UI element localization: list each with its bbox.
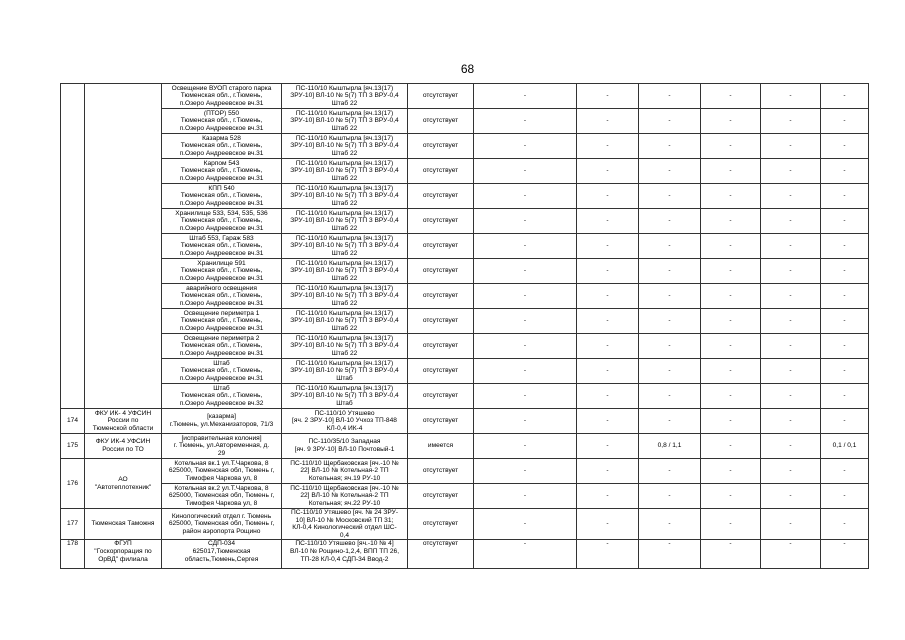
row-number-cell: 175 [61, 434, 85, 459]
status-cell: отсутствует [408, 284, 474, 309]
value-cell: - [577, 484, 639, 509]
value-cell: - [701, 209, 761, 234]
value-cell: - [577, 309, 639, 334]
value-cell: - [701, 484, 761, 509]
value-cell: - [577, 134, 639, 159]
substation-line-cell: ПС-110/10 Кыштырла [яч.13(17) ЗРУ-10] ВЛ-10 № 5(7) ТП 3 ВРУ-0,4 Штаб 22 [282, 259, 408, 284]
table-row [61, 159, 902, 184]
value-cell: - [761, 484, 821, 509]
value-cell: - [701, 309, 761, 334]
value-cell: - [474, 109, 577, 134]
value-cell: - [761, 434, 821, 459]
substation-line-cell: ПС-110/10 Кыштырла [яч.13(17) ЗРУ-10] ВЛ-10 № 5(7) ТП 3 ВРУ-0,4 Штаб 22 [282, 284, 408, 309]
value-cell: - [577, 259, 639, 284]
value-cell: - [474, 134, 577, 159]
status-cell: отсутствует [408, 184, 474, 209]
value-cell: - [639, 184, 701, 209]
page-number: 68 [460, 62, 475, 76]
status-cell: отсутствует [408, 159, 474, 184]
object-address-cell: Освещение периметра 2 Тюменская обл., г.Тюмень, п.Озеро Андреевское вч.31 [162, 334, 282, 359]
value-cell: - [474, 184, 577, 209]
value-cell: - [474, 509, 577, 540]
value-cell: - [639, 134, 701, 159]
value-cell: - [701, 359, 761, 384]
organization-cell [85, 84, 162, 409]
value-cell: - [474, 359, 577, 384]
substation-line-cell: ПС-110/10 Утяшево [яч. № 24 ЗРУ- 10] ВЛ-10 № Московский ТП 31; КЛ-0,4 Кинологический отдел ШС- 0,4 [282, 509, 408, 540]
value-cell: - [577, 509, 639, 540]
status-cell: отсутствует [408, 109, 474, 134]
value-cell: - [474, 284, 577, 309]
value-cell: - [639, 384, 701, 409]
status-cell: отсутствует [408, 484, 474, 509]
row-number-cell: 174 [61, 409, 85, 434]
table-row [61, 234, 902, 259]
value-cell: - [761, 384, 821, 409]
object-address-cell: [казарма] г.Тюмень, ул.Механизаторов, 71/3 [162, 409, 282, 434]
value-cell: - [761, 184, 821, 209]
substation-line-cell: ПС-110/10 Щербаковская [яч.-10 № 22] ВЛ-10 № Котельная-2 ТП Котельная; яч.22 РУ-10 [282, 484, 408, 509]
value-cell: - [761, 84, 821, 109]
object-address-cell: Штаб Тюменская обл., г.Тюмень, п.Озеро Андреевское вч.32 [162, 384, 282, 409]
value-cell: - [701, 409, 761, 434]
object-address-cell: КПП 540 Тюменская обл., г.Тюмень, п.Озеро Андреевское вч.31 [162, 184, 282, 209]
status-cell: отсутствует [408, 359, 474, 384]
value-cell: - [577, 209, 639, 234]
substation-line-cell: ПС-110/10 Кыштырла [яч.13(17) ЗРУ-10] ВЛ-10 № 5(7) ТП 3 ВРУ-0,4 Штаб 22 [282, 84, 408, 109]
status-cell: отсутствует [408, 84, 474, 109]
value-cell: - [761, 334, 821, 359]
value-cell: - [701, 134, 761, 159]
object-address-cell: СДП-034 625017,Тюменская область,Тюмень,Сергея [162, 540, 282, 569]
value-cell: - [639, 459, 701, 484]
value-cell: - [701, 284, 761, 309]
table-row [61, 309, 902, 334]
value-cell: - [474, 409, 577, 434]
substation-line-cell: ПС-110/10 Кыштырла [яч.13(17) ЗРУ-10] ВЛ-10 № 5(7) ТП 3 ВРУ-0,4 Штаб 22 [282, 159, 408, 184]
value-cell: - [761, 284, 821, 309]
table-body [61, 84, 902, 569]
organization-cell: АО "Автотеплотехник" [85, 459, 162, 509]
value-cell: - [639, 509, 701, 540]
value-cell: 0,8 / 1,1 [639, 434, 701, 459]
substation-line-cell: ПС-110/10 Щербаковская [яч.-10 № 22] ВЛ-10 № Котельная-2 ТП Котельная; яч.19 РУ-10 [282, 459, 408, 484]
value-cell: - [761, 509, 821, 540]
value-cell: - [639, 159, 701, 184]
object-address-cell: Хранилище 533, 534, 535, 536 Тюменская обл., г.Тюмень, п.Озеро Андреевское вч.31 [162, 209, 282, 234]
value-cell: - [701, 509, 761, 540]
value-cell: - [821, 509, 869, 540]
table-row [61, 459, 902, 484]
value-cell: - [577, 434, 639, 459]
status-cell: имеется [408, 434, 474, 459]
table-row [61, 334, 902, 359]
organization-cell: ФКУ ИК-4 УФСИН России по ТО [85, 434, 162, 459]
value-cell: - [761, 309, 821, 334]
value-cell: - [639, 234, 701, 259]
object-address-cell: Освещение периметра 1 Тюменская обл., г.Тюмень, п.Озеро Андреевское вч.31 [162, 309, 282, 334]
object-address-cell: Котельная вк.2 ул.Т.Чаркова, 8 625000, Тюменская обл, Тюмень г, Тимофея Чаркова ул, 8 [162, 484, 282, 509]
value-cell: - [821, 234, 869, 259]
status-cell: отсутствует [408, 209, 474, 234]
substation-line-cell: ПС-110/10 Утяшево [яч.-10 № 4] ВЛ-10 № Рощино-1,2,4, ВПП ТП 26, ТП-28 КЛ-0,4 СДП-34 Ввод-2 [282, 540, 408, 569]
table-row [61, 209, 902, 234]
object-address-cell: Кинологический отдел г. Тюмень 625000, Тюменская обл, Тюмень г, район аэропорта Рощино [162, 509, 282, 540]
status-cell: отсутствует [408, 509, 474, 540]
value-cell: - [821, 159, 869, 184]
value-cell: - [701, 334, 761, 359]
value-cell: - [577, 109, 639, 134]
table-row [61, 384, 902, 409]
status-cell: отсутствует [408, 234, 474, 259]
object-address-cell: Котельная вк.1 ул.Т.Чаркова, 8 625000, Тюменская обл, Тюмень г, Тимофея Чаркова ул, 8 [162, 459, 282, 484]
value-cell: - [577, 184, 639, 209]
value-cell: - [701, 434, 761, 459]
value-cell: - [761, 359, 821, 384]
substation-line-cell: ПС-110/10 Кыштырла [яч.13(17) ЗРУ-10] ВЛ-10 № 5(7) ТП 3 ВРУ-0,4 Штаб [282, 359, 408, 384]
table-row [61, 259, 902, 284]
value-cell: - [821, 84, 869, 109]
value-cell: - [701, 184, 761, 209]
table-row [61, 284, 902, 309]
value-cell: - [474, 540, 577, 569]
value-cell: - [474, 384, 577, 409]
value-cell: - [474, 234, 577, 259]
substation-line-cell: ПС-110/10 Кыштырла [яч.13(17) ЗРУ-10] ВЛ-10 № 5(7) ТП 3 ВРУ-0,4 Штаб 22 [282, 109, 408, 134]
value-cell: - [821, 309, 869, 334]
table-row [61, 134, 902, 159]
value-cell: - [821, 334, 869, 359]
value-cell: - [577, 234, 639, 259]
value-cell: - [639, 409, 701, 434]
value-cell: - [821, 184, 869, 209]
status-cell: отсутствует [408, 309, 474, 334]
value-cell: - [639, 109, 701, 134]
status-cell: отсутствует [408, 384, 474, 409]
value-cell: - [821, 259, 869, 284]
value-cell: - [701, 234, 761, 259]
table-row [61, 540, 902, 569]
value-cell: - [761, 540, 821, 569]
substation-line-cell: ПС-110/10 Кыштырла [яч.13(17) ЗРУ-10] ВЛ-10 № 5(7) ТП 3 ВРУ-0,4 Штаб 22 [282, 234, 408, 259]
value-cell: - [577, 540, 639, 569]
table-row [61, 484, 902, 509]
object-address-cell: Карпом 543 Тюменская обл., г.Тюмень, п.Озеро Андреевское вч.31 [162, 159, 282, 184]
value-cell: - [821, 409, 869, 434]
value-cell: - [474, 459, 577, 484]
value-cell: - [821, 384, 869, 409]
status-cell: отсутствует [408, 334, 474, 359]
row-number-cell: 177 [61, 509, 85, 540]
value-cell: - [701, 540, 761, 569]
value-cell: - [474, 159, 577, 184]
value-cell: - [821, 109, 869, 134]
table-row [61, 434, 902, 459]
value-cell: - [577, 384, 639, 409]
object-address-cell: Казарма 528 Тюменская обл., г.Тюмень, п.Озеро Андреевское вч.31 [162, 134, 282, 159]
value-cell: - [474, 209, 577, 234]
table-row [61, 184, 902, 209]
substation-line-cell: ПС-110/10 Кыштырла [яч.13(17) ЗРУ-10] ВЛ-10 № 5(7) ТП 3 ВРУ-0,4 Штаб [282, 384, 408, 409]
row-number-cell [61, 84, 85, 409]
table-row [61, 109, 902, 134]
status-cell: отсутствует [408, 134, 474, 159]
value-cell: - [761, 209, 821, 234]
value-cell: - [474, 259, 577, 284]
value-cell: - [761, 409, 821, 434]
value-cell: - [639, 359, 701, 384]
value-cell: - [761, 234, 821, 259]
value-cell: - [821, 209, 869, 234]
value-cell: - [577, 284, 639, 309]
object-address-cell: Штаб 553, Гараж 583 Тюменская обл., г.Тюмень, п.Озеро Андреевское вч.31 [162, 234, 282, 259]
value-cell: - [474, 84, 577, 109]
status-cell: отсутствует [408, 409, 474, 434]
value-cell: - [577, 84, 639, 109]
object-address-cell: [исправительная колония] г. Тюмень, ул.Автоременная, д. 29 [162, 434, 282, 459]
organization-cell: ФКУ ИК- 4 УФСИН России по Тюменской области [85, 409, 162, 434]
substation-line-cell: ПС-110/35/10 Западная [яч. 9 ЗРУ-10] ВЛ-10 Почтовый-1 [282, 434, 408, 459]
substation-line-cell: ПС-110/10 Кыштырла [яч.13(17) ЗРУ-10] ВЛ-10 № 5(7) ТП 3 ВРУ-0,4 Штаб 22 [282, 309, 408, 334]
value-cell: - [639, 209, 701, 234]
capacity-table [60, 83, 902, 569]
value-cell: - [761, 259, 821, 284]
substation-line-cell: ПС-110/10 Кыштырла [яч.13(17) ЗРУ-10] ВЛ-10 № 5(7) ТП 3 ВРУ-0,4 Штаб 22 [282, 334, 408, 359]
object-address-cell: (ПТОР) 550 Тюменская обл., г.Тюмень, п.Озеро Андреевское вч.31 [162, 109, 282, 134]
value-cell: - [639, 84, 701, 109]
substation-line-cell: ПС-110/10 Утяшево [яч. 2 ЗРУ-10] ВЛ-10 Учхоз ТП-848 КЛ-0,4 ИК-4 [282, 409, 408, 434]
row-number-cell: 176 [61, 459, 85, 509]
value-cell: - [639, 484, 701, 509]
status-cell: отсутствует [408, 459, 474, 484]
value-cell: - [761, 134, 821, 159]
value-cell: - [474, 484, 577, 509]
value-cell: - [701, 159, 761, 184]
value-cell: - [821, 459, 869, 484]
value-cell: - [761, 459, 821, 484]
status-cell: отсутствует [408, 259, 474, 284]
row-number-cell: 178 [61, 540, 85, 569]
value-cell: - [701, 459, 761, 484]
value-cell: - [577, 359, 639, 384]
value-cell: - [701, 259, 761, 284]
value-cell: - [577, 459, 639, 484]
object-address-cell: Хранилище 591 Тюменская обл., г.Тюмень, п.Озеро Андреевское вч.31 [162, 259, 282, 284]
value-cell: - [577, 409, 639, 434]
substation-line-cell: ПС-110/10 Кыштырла [яч.13(17) ЗРУ-10] ВЛ-10 № 5(7) ТП 3 ВРУ-0,4 Штаб 22 [282, 209, 408, 234]
substation-line-cell: ПС-110/10 Кыштырла [яч.13(17) ЗРУ-10] ВЛ-10 № 5(7) ТП 3 ВРУ-0,4 Штаб 22 [282, 184, 408, 209]
value-cell: - [821, 359, 869, 384]
value-cell: - [639, 334, 701, 359]
object-address-cell: Штаб Тюменская обл., г.Тюмень, п.Озеро Андреевское вч.31 [162, 359, 282, 384]
organization-cell: ФГУП "Госкорпорация по ОрВД" филиала [85, 540, 162, 569]
value-cell: - [761, 109, 821, 134]
value-cell: - [639, 309, 701, 334]
value-cell: - [639, 284, 701, 309]
value-cell: - [639, 259, 701, 284]
value-cell: - [701, 384, 761, 409]
table-row [61, 509, 902, 540]
value-cell: - [821, 134, 869, 159]
value-cell: - [821, 484, 869, 509]
value-cell: - [474, 309, 577, 334]
value-cell: 0,1 / 0,1 [821, 434, 869, 459]
value-cell: - [701, 84, 761, 109]
value-cell: - [821, 540, 869, 569]
value-cell: - [821, 284, 869, 309]
table-row [61, 409, 902, 434]
value-cell: - [474, 434, 577, 459]
table-row [61, 84, 902, 109]
value-cell: - [701, 109, 761, 134]
value-cell: - [577, 334, 639, 359]
status-cell: отсутствует [408, 540, 474, 569]
object-address-cell: аварийного освещения Тюменская обл., г.Тюмень, п.Озеро Андреевское вч.31 [162, 284, 282, 309]
substation-line-cell: ПС-110/10 Кыштырла [яч.13(17) ЗРУ-10] ВЛ-10 № 5(7) ТП 3 ВРУ-0,4 Штаб 22 [282, 134, 408, 159]
value-cell: - [474, 334, 577, 359]
organization-cell: Тюменская Таможня [85, 509, 162, 540]
value-cell: - [761, 159, 821, 184]
object-address-cell: Освещение ВУОП старого парка Тюменская обл., г.Тюмень, п.Озеро Андреевское вч.31 [162, 84, 282, 109]
value-cell: - [577, 159, 639, 184]
table-row [61, 359, 902, 384]
value-cell: - [639, 540, 701, 569]
